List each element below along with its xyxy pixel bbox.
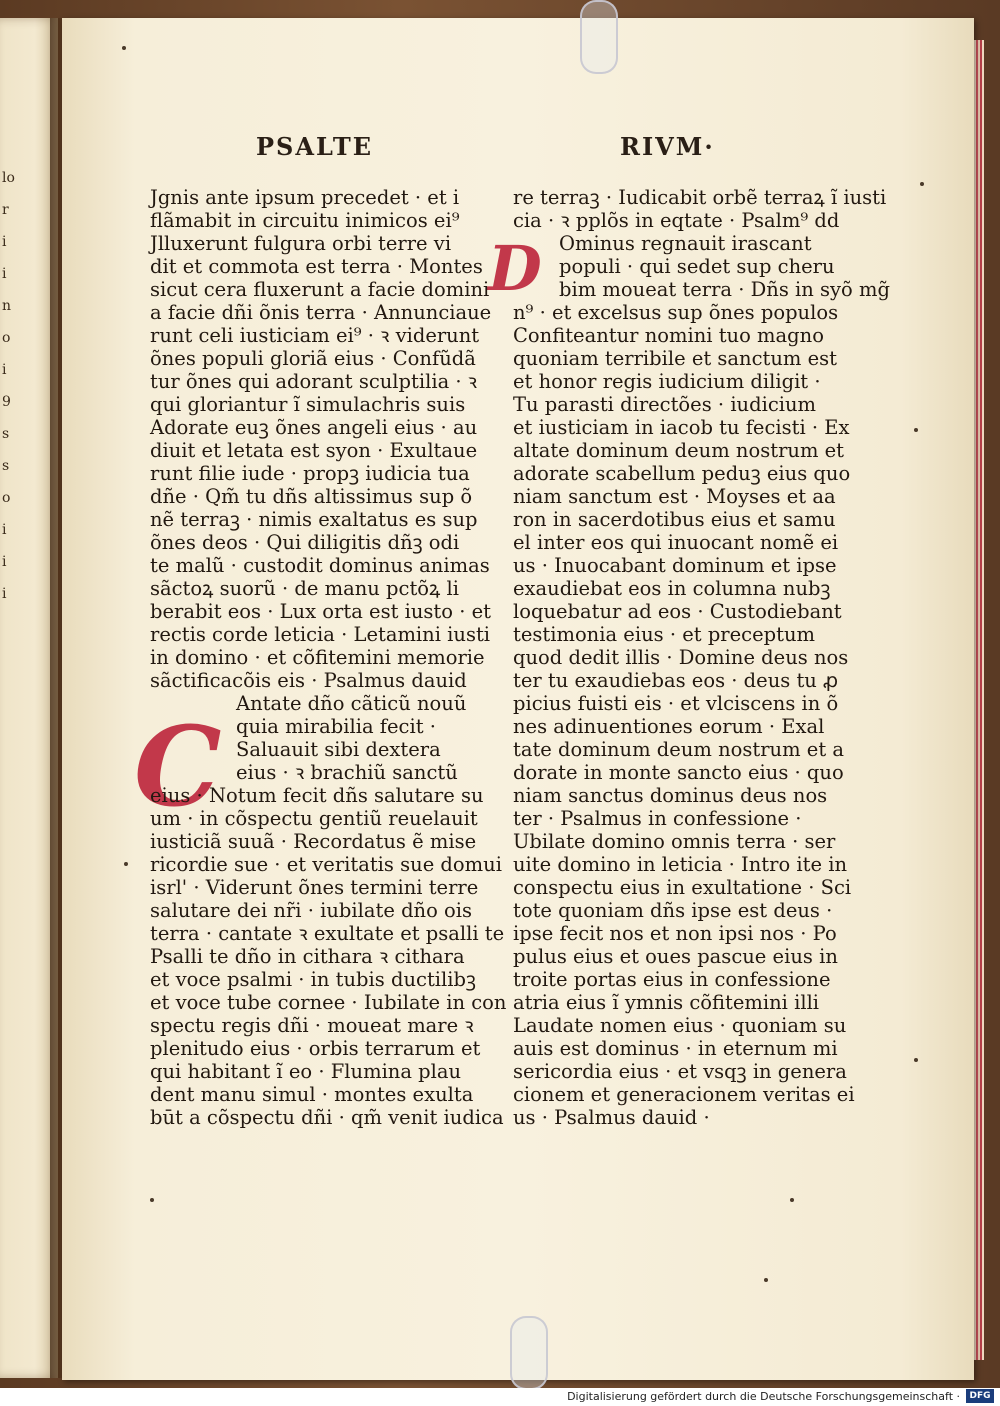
text-line: us · Psalmus dauid · [513, 1106, 710, 1129]
text-line: sãctificacõis eis · Psalmus dauid [150, 669, 467, 692]
text-line: ipse fecit nos et non ipsi nos · Po [513, 922, 837, 945]
text-line: runt celi iusticiam ei⁹ · ꝛ viderunt [150, 324, 480, 347]
text-line: nẽ terraꝫ · nimis exaltatus es sup [150, 508, 478, 531]
text-line: niam sanctus dominus deus nos [513, 784, 828, 807]
text-line: salutare dei nr̃i · iubilate dño ois [150, 899, 473, 922]
text-line: a facie dñi õnis terra · Annunciaue [150, 301, 492, 324]
text-line: qui habitant ĩ eo · Flumina plau [150, 1060, 462, 1083]
running-head-left: PSALTE [256, 132, 374, 161]
text-line: picius fuisti eis · et vlciscens in õ [513, 692, 839, 715]
text-line: ter tu exaudiebas eos · deus tu ꝓ [513, 669, 839, 692]
text-line: loquebatur ad eos · Custodiebant [513, 600, 842, 623]
text-line: te malũ · custodit dominus animas [150, 554, 490, 577]
text-line: tur õnes qui adorant sculptilia · ꝛ [150, 370, 478, 393]
text-line: us · Inuocabant dominum et ipse [513, 554, 837, 577]
text-line: ter · Psalmus in confessione · [513, 807, 802, 830]
text-line: Ubilate domino omnis terra · ser [513, 830, 836, 853]
facing-page-fragment: n [2, 298, 12, 314]
facing-page-fragment: i [2, 586, 7, 602]
text-line: testimonia eius · et preceptum [513, 623, 815, 646]
text-line: adorate scabellum peduꝫ eius quo [513, 462, 851, 485]
text-line: pulus eius et oues pascue eius in [513, 945, 838, 968]
running-head-right: RIVM· [620, 132, 715, 161]
text-line: troite portas eius in confessione [513, 968, 831, 991]
text-line: ricordie sue · et veritatis sue domui [150, 853, 502, 876]
text-line: et honor regis iudicium diligit · [513, 370, 821, 393]
facing-page-fragment: o [2, 330, 11, 346]
facing-page-fragment: o [2, 490, 11, 506]
text-line: uite domino in leticia · Intro ite in [513, 853, 848, 876]
text-line: Antate dño cãticũ nouũ [236, 692, 467, 715]
text-line: Adorate euꝫ õnes angeli eius · au [150, 416, 478, 439]
text-line: cionem et generacionem veritas ei [513, 1083, 855, 1106]
text-line: qui gloriantur ĩ simulachris suis [150, 393, 466, 416]
text-line: dñe · Qm̃ tu dñs altissimus sup õ [150, 485, 473, 508]
rubricated-initial-left: C [134, 702, 222, 831]
text-line: Jlluxerunt fulgura orbi terre vi [150, 232, 452, 255]
text-line: õnes populi gloriã eius · Confũdã [150, 347, 476, 370]
text-line: dorate in monte sancto eius · quo [513, 761, 844, 784]
text-line: õnes deos · Qui diligitis dñꝫ odi [150, 531, 460, 554]
text-line: altate dominum deum nostrum et [513, 439, 845, 462]
text-line: cia · ꝛ pplõs in eqtate · Psalm⁹ dd [513, 209, 840, 232]
text-line: eius · Notum fecit dñs salutare su [150, 784, 484, 807]
facing-page-fragment: s [2, 458, 10, 474]
text-line: re terraꝫ · Iudicabit orbẽ terraꝝ ĩ iusti [513, 186, 887, 209]
margin-mark [914, 1058, 918, 1062]
text-line: rectis corde leticia · Letamini iusti [150, 623, 491, 646]
text-line: ron in sacerdotibus eius et samu [513, 508, 836, 531]
facing-page-fragment: i [2, 234, 7, 250]
text-line: Saluauit sibi dextera [236, 738, 441, 761]
text-line: Psalli te dño in cithara ꝛ cithara [150, 945, 465, 968]
text-line: quia mirabilia fecit · [236, 715, 436, 738]
text-line: et iusticiam in iacob tu fecisti · Ex [513, 416, 850, 439]
text-line: Jgnis ante ipsum precedet · et i [150, 186, 460, 209]
margin-mark [920, 182, 924, 186]
text-line: dit et commota est terra · Montes [150, 255, 483, 278]
text-line: dent manu simul · montes exulta [150, 1083, 474, 1106]
margin-mark [764, 1278, 768, 1282]
text-line: atria eius ĩ ymnis cõfitemini illi [513, 991, 820, 1014]
text-line: populi · qui sedet sup cheru [559, 255, 835, 278]
facing-page-fragment: i [2, 522, 7, 538]
text-line: quoniam terribile et sanctum est [513, 347, 837, 370]
page-clip-bottom [510, 1316, 548, 1390]
text-line: Tu parasti directões · iudicium [513, 393, 817, 416]
text-line: iusticiã suuã · Recordatus ẽ mise [150, 830, 477, 853]
facing-page-fragment: r [2, 202, 9, 218]
text-line: sericordia eius · et vsqꝫ in genera [513, 1060, 847, 1083]
text-line: runt filie iude · propꝫ iudicia tua [150, 462, 470, 485]
facing-page-fragment: i [2, 554, 7, 570]
text-line: et voce psalmi · in tubis ductilibꝫ [150, 968, 476, 991]
text-line: sicut cera fluxerunt a facie domini [150, 278, 490, 301]
facing-page-fragment: lo [2, 170, 15, 186]
text-line: terra · cantate ꝛ exultate et psalli te [150, 922, 505, 945]
text-line: spectu regis dñi · moueat mare ꝛ [150, 1014, 474, 1037]
facing-page-fragment: i [2, 362, 7, 378]
margin-mark [124, 862, 128, 866]
text-line: um · in cõspectu gentiũ reuelauit [150, 807, 478, 830]
text-line: berabit eos · Lux orta est iusto · et [150, 600, 491, 623]
text-line: in domino · et cõfitemini memorie [150, 646, 485, 669]
footer-credit: Digitalisierung gefördert durch die Deutsche Forschungsgemeinschaft · [567, 1390, 960, 1403]
rubricated-initial-right: D [488, 232, 542, 305]
text-line: būt a cõspectu dñi · qm̃ venit iudica [150, 1106, 504, 1129]
text-line: tate dominum deum nostrum et a [513, 738, 844, 761]
facing-page-fragment: i [2, 266, 7, 282]
text-line: quod dedit illis · Domine deus nos [513, 646, 849, 669]
text-line: n⁹ · et excelsus sup õnes populos [513, 301, 839, 324]
text-line: et voce tube cornee · Iubilate in con [150, 991, 507, 1014]
text-line: Ominus regnauit irascant [559, 232, 812, 255]
text-line: Laudate nomen eius · quoniam su [513, 1014, 847, 1037]
text-column-left [150, 186, 507, 1129]
text-line: Confiteantur nomini tuo magno [513, 324, 824, 347]
text-line: exaudiebat eos in columna nubꝫ [513, 577, 831, 600]
margin-mark [150, 1198, 154, 1202]
text-line: flãmabit in circuitu inimicos ei⁹ [150, 209, 460, 232]
margin-mark [790, 1198, 794, 1202]
page-clip-top [580, 0, 618, 74]
text-line: el inter eos qui inuocant nomẽ ei [513, 531, 839, 554]
text-line: niam sanctum est · Moyses et aa [513, 485, 836, 508]
text-line: bim moueat terra · Dñs in syõ mg̃ [559, 278, 890, 301]
text-line: nes adinuentiones eorum · Exal [513, 715, 825, 738]
text-line: eius · ꝛ brachiũ sanctũ [236, 761, 458, 784]
text-line: tote quoniam dñs ipse est deus · [513, 899, 833, 922]
text-line: sãctoꝝ suorũ · de manu pctõꝝ li [150, 577, 459, 600]
text-line: diuit et letata est syon · Exultaue [150, 439, 478, 462]
text-line: conspectu eius in exultatione · Sci [513, 876, 852, 899]
text-line: plenitudo eius · orbis terrarum et [150, 1037, 481, 1060]
text-line: auis est dominus · in eternum mi [513, 1037, 838, 1060]
dfg-logo: DFG [966, 1389, 994, 1403]
text-line: isrl' · Viderunt õnes termini terre [150, 876, 479, 899]
margin-mark [122, 46, 126, 50]
text-column-right [513, 186, 890, 1129]
facing-page-fragment: 9 [2, 394, 11, 410]
margin-mark [914, 428, 918, 432]
facing-page-fragment: s [2, 426, 10, 442]
